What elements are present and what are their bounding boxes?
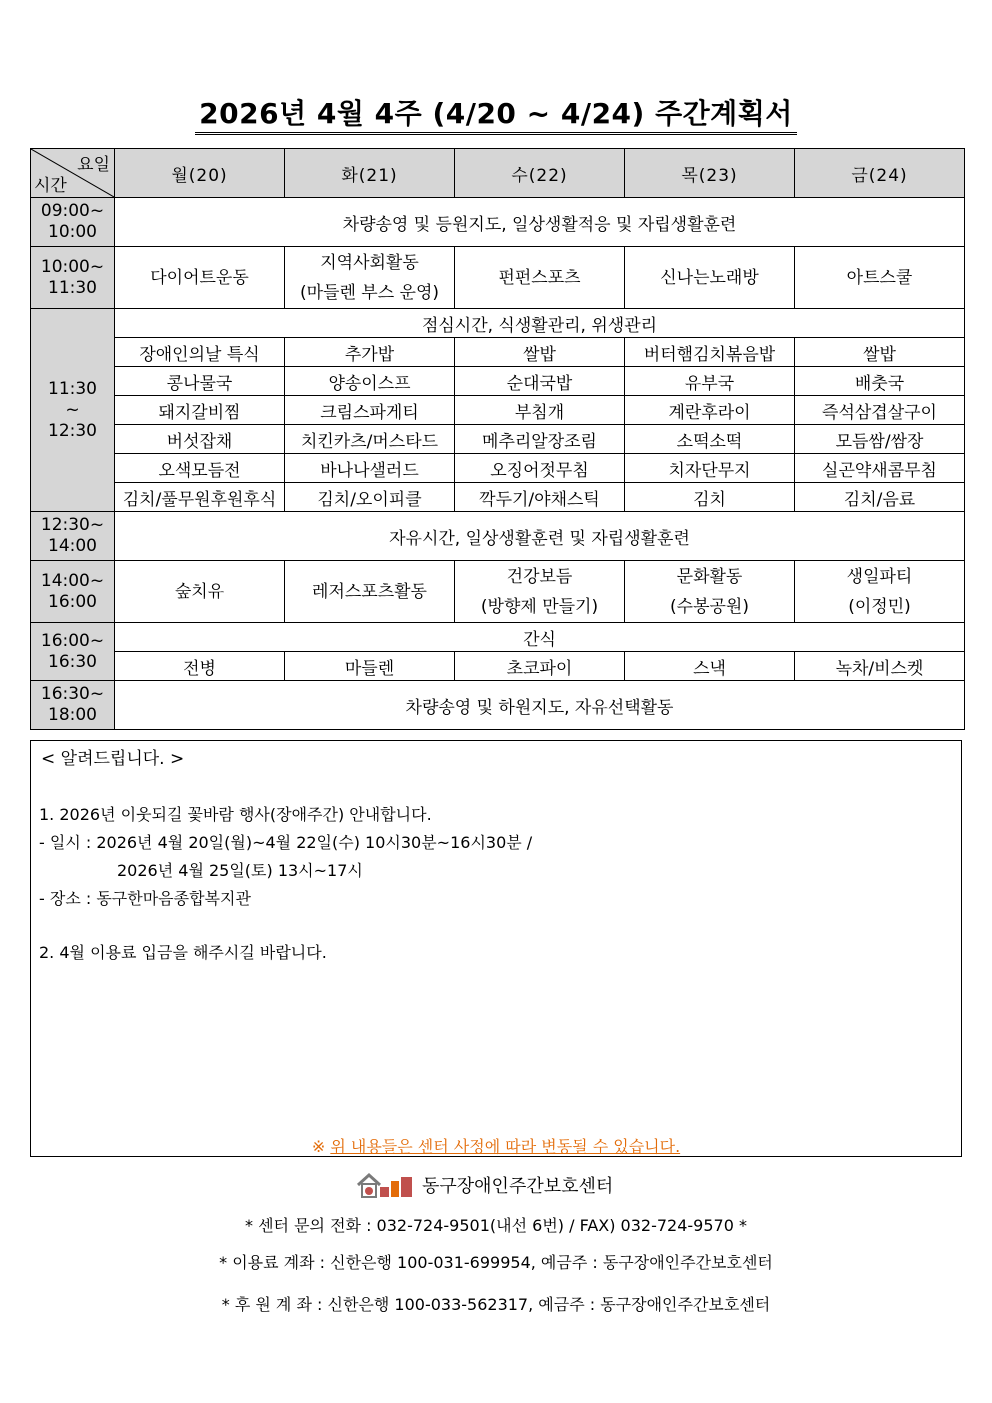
menu-item: 추가밥 xyxy=(285,338,455,367)
row-afternoon-program xyxy=(31,561,965,623)
warning-text: 위 내용들은 센터 사정에 따라 변동될 수 있습니다. xyxy=(330,1137,681,1156)
menu-item: 배춧국 xyxy=(795,367,965,396)
activity-cell-wide: 차량송영 및 등원지도, 일상생활적응 및 자립생활훈련 xyxy=(115,198,965,247)
notice-box xyxy=(30,740,962,1157)
menu-item: 김치/음료 xyxy=(795,483,965,512)
footer-phone: * 센터 문의 전화 : 032-724-9501(내선 6번) / FAX) 032-724-9570 * xyxy=(245,1216,747,1235)
notice-line: 2. 4월 이용료 입금을 해주시길 바랍니다. xyxy=(39,943,327,962)
activity-cell-mon xyxy=(115,561,285,623)
page-title xyxy=(0,92,992,132)
time-cell xyxy=(31,512,115,561)
day-header-tue: 화(21) xyxy=(285,149,455,198)
activity-cell-wide: 자유시간, 일상생활훈련 및 자립생활훈련 xyxy=(115,512,965,561)
menu-item: 콩나물국 xyxy=(115,367,285,396)
header-row xyxy=(31,149,965,198)
time-end: 18:00 xyxy=(48,705,97,725)
menu-row xyxy=(31,483,965,512)
lunch-header-row xyxy=(31,309,965,338)
activity-cell-thu xyxy=(625,247,795,309)
time-start: 12:30~ xyxy=(40,515,105,535)
menu-item: 바나나샐러드 xyxy=(285,454,455,483)
time-end: 11:30 xyxy=(48,277,97,298)
activity-cell-tue xyxy=(285,561,455,623)
activity-line2: (방향제 만들기) xyxy=(480,596,599,617)
time-cell xyxy=(31,247,115,309)
time-cell xyxy=(31,681,115,730)
house-logo-icon xyxy=(356,1171,414,1199)
time-cell-snack xyxy=(31,623,115,681)
notice-line: 1. 2026년 이웃되길 꽃바람 행사(장애주간) 안내합니다. xyxy=(39,805,432,824)
snack-header: 간식 xyxy=(115,623,965,652)
activity-cell-wed xyxy=(455,561,625,623)
menu-item: 계란후라이 xyxy=(625,396,795,425)
snack-item: 초코파이 xyxy=(455,652,625,681)
activity-line1: 레저스포츠활동 xyxy=(312,581,427,602)
corner-day-label: 요일 xyxy=(77,155,110,175)
weekly-schedule-table xyxy=(30,148,965,730)
menu-item: 버섯잡채 xyxy=(115,425,285,454)
menu-item: 깍두기/야채스틱 xyxy=(455,483,625,512)
warning-mark: ※ xyxy=(311,1137,326,1156)
activity-line1: 지역사회활동 xyxy=(320,252,419,273)
activity-line1: 문화활동 xyxy=(676,566,743,587)
menu-item: 쌀밥 xyxy=(455,338,625,367)
menu-item: 부침개 xyxy=(455,396,625,425)
page-title-text: 2026년 4월 4주 (4/20 ~ 4/24) 주간계획서 xyxy=(195,97,797,135)
time-end: 10:00 xyxy=(48,222,97,242)
notice-warning xyxy=(31,1134,961,1157)
row-morning-program xyxy=(31,247,965,309)
menu-item: 버터햄김치볶음밥 xyxy=(625,338,795,367)
corner-cell xyxy=(31,149,115,198)
day-header-thu: 목(23) xyxy=(625,149,795,198)
activity-line1: 건강보듬 xyxy=(506,566,573,587)
snack-item: 녹차/비스켓 xyxy=(795,652,965,681)
snack-header-row xyxy=(31,623,965,652)
row-free-time xyxy=(31,512,965,561)
menu-item: 즉석삼겹살구이 xyxy=(795,396,965,425)
activity-line1: 펀펀스포츠 xyxy=(498,267,581,288)
time-end: 14:00 xyxy=(48,536,97,556)
activity-cell-mon xyxy=(115,247,285,309)
day-header-wed: 수(22) xyxy=(455,149,625,198)
row-morning-arrival xyxy=(31,198,965,247)
menu-item: 소떡소떡 xyxy=(625,425,795,454)
menu-row xyxy=(31,396,965,425)
activity-line1: 숲치유 xyxy=(174,581,225,602)
notice-line: 2026년 4월 25일(토) 13시~17시 xyxy=(117,861,363,880)
menu-item: 실곤약새콤무침 xyxy=(795,454,965,483)
time-end: 16:00 xyxy=(48,591,97,612)
menu-row xyxy=(31,367,965,396)
time-start: 14:00~ xyxy=(40,570,105,591)
activity-line1: 다이어트운동 xyxy=(150,267,249,288)
notice-line: - 장소 : 동구한마음종합복지관 xyxy=(39,889,251,908)
time-cell-lunch xyxy=(31,309,115,512)
activity-cell-thu xyxy=(625,561,795,623)
menu-item: 크림스파게티 xyxy=(285,396,455,425)
menu-item: 양송이스프 xyxy=(285,367,455,396)
menu-item: 메추리알장조림 xyxy=(455,425,625,454)
menu-item: 쌀밥 xyxy=(795,338,965,367)
activity-line1: 아트스쿨 xyxy=(846,267,913,288)
menu-item: 순대국밥 xyxy=(455,367,625,396)
day-header-fri: 금(24) xyxy=(795,149,965,198)
row-departure xyxy=(31,681,965,730)
time-sep: ~ xyxy=(65,399,80,420)
time-cell xyxy=(31,198,115,247)
activity-cell-wide: 차량송영 및 하원지도, 자유선택활동 xyxy=(115,681,965,730)
notice-title: < 알려드립니다. > xyxy=(41,749,185,769)
menu-row xyxy=(31,338,965,367)
snack-row xyxy=(31,652,965,681)
menu-item: 김치 xyxy=(625,483,795,512)
menu-item: 유부국 xyxy=(625,367,795,396)
day-header-mon: 월(20) xyxy=(115,149,285,198)
footer-donation-account: * 후 원 계 좌 : 신한은행 100-033-562317, 예금주 : 동구장애인주간보호센터 xyxy=(221,1295,771,1314)
activity-line1: 생일파티 xyxy=(846,566,913,587)
corner-time-label: 시간 xyxy=(34,176,67,196)
menu-item: 김치/풀무원후원후식 xyxy=(115,483,285,512)
menu-item: 오색모듬전 xyxy=(115,454,285,483)
menu-row xyxy=(31,425,965,454)
activity-line2: (마들렌 부스 운영) xyxy=(299,282,440,303)
menu-item: 오징어젓무침 xyxy=(455,454,625,483)
activity-cell-fri xyxy=(795,247,965,309)
activity-line2: (이정민) xyxy=(848,596,911,617)
menu-item: 김치/오이피클 xyxy=(285,483,455,512)
notice-line: - 일시 : 2026년 4월 20일(월)~4월 22일(수) 10시30분~16시30분 / xyxy=(39,833,533,852)
time-start: 16:00~ xyxy=(40,630,105,651)
time-end: 12:30 xyxy=(48,420,97,441)
menu-item: 치자단무지 xyxy=(625,454,795,483)
time-start: 10:00~ xyxy=(40,256,105,277)
time-start: 16:30~ xyxy=(40,684,105,704)
footer-fee-account: * 이용료 계좌 : 신한은행 100-031-699954, 예금주 : 동구장애인주간보호센터 xyxy=(219,1253,773,1272)
snack-item: 마들렌 xyxy=(285,652,455,681)
time-start: 09:00~ xyxy=(40,201,105,221)
activity-cell-fri xyxy=(795,561,965,623)
snack-item: 전병 xyxy=(115,652,285,681)
menu-row xyxy=(31,454,965,483)
menu-item: 돼지갈비찜 xyxy=(115,396,285,425)
activity-cell-wed xyxy=(455,247,625,309)
center-name: 동구장애인주간보호센터 xyxy=(422,1176,614,1197)
snack-item: 스낵 xyxy=(625,652,795,681)
time-end: 16:30 xyxy=(48,651,97,672)
menu-item: 치킨카츠/머스타드 xyxy=(285,425,455,454)
activity-line2: (수봉공원) xyxy=(670,596,749,617)
activity-cell-tue xyxy=(285,247,455,309)
menu-item: 장애인의날 특식 xyxy=(115,338,285,367)
center-logo xyxy=(356,1170,613,1200)
time-start: 11:30 xyxy=(48,378,97,399)
time-cell xyxy=(31,561,115,623)
activity-line1: 신나는노래방 xyxy=(660,267,759,288)
lunch-header: 점심시간, 식생활관리, 위생관리 xyxy=(115,309,965,338)
menu-item: 모듬쌈/쌈장 xyxy=(795,425,965,454)
